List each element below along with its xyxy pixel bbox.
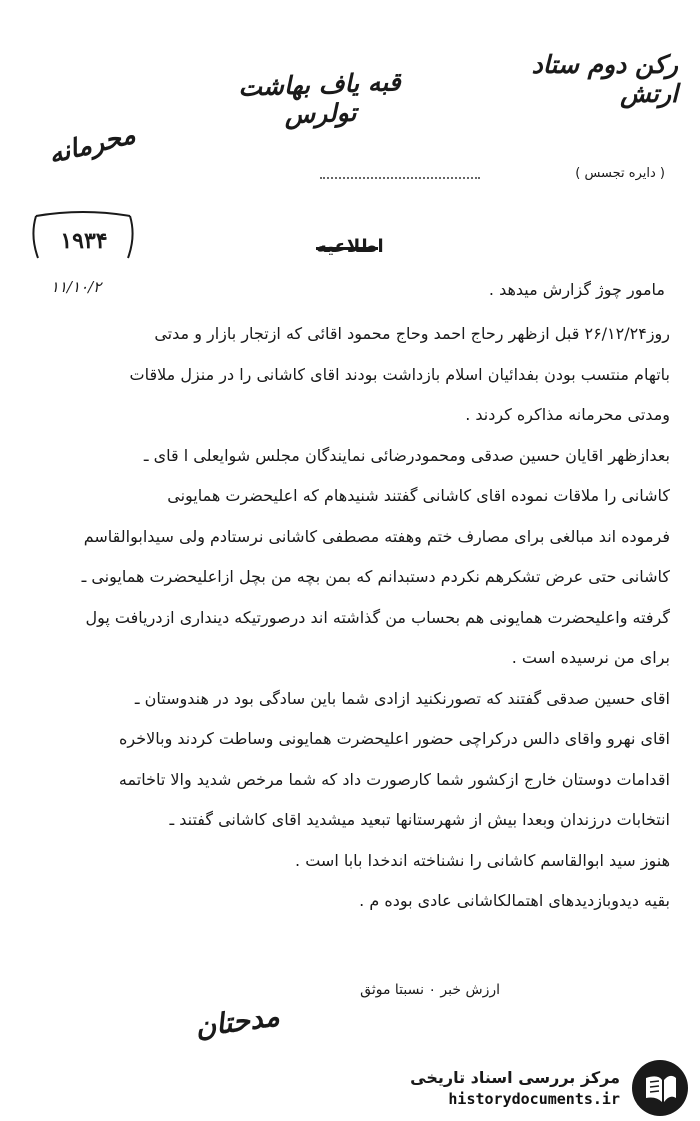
intro-line: مامور چوژ گزارش میدهد . xyxy=(488,280,665,299)
document-title: اطلاعیه xyxy=(316,236,384,257)
body-line: فرموده اند مبالغی برای مصارف ختم وهفته مصطفی کاشانی نرستادم ولی سیدابوالقاسم xyxy=(83,526,670,546)
watermark-name: مرکز بررسی اسناد تاریخی xyxy=(410,1068,620,1087)
body-line: انتخابات درزندان وبعدا بیش از شهرستانها تبعید میشدید اقای کاشانی گفتند ـ xyxy=(169,810,670,829)
body-line: ومدتی محرمانه مذاکره کردند . xyxy=(465,405,670,424)
stamp-date: ۱۱/۱۰/۲ xyxy=(50,278,102,296)
signature: مدحتان xyxy=(193,999,282,1044)
margin-note-handwritten: محرمانه xyxy=(45,119,139,171)
org-header-handwritten: رکن دوم ستاد ارتش xyxy=(531,50,678,108)
body-line: هنوز سید ابوالقاسم کاشانی را نشناخته اندخدا بابا است . xyxy=(295,850,670,870)
summary-handwritten: قبه یاف بهاشت تولرس xyxy=(237,67,402,130)
body-line: گرفته واعلیحضرت همایونی هم بحساب من گذاشته اند درصورتیکه دینداری ازدریافت پول xyxy=(85,607,670,627)
body-line: بقیه دیدوبازدیدهای اهتمالکاشانی عادی بوده م . xyxy=(359,891,670,910)
dotted-line xyxy=(320,177,480,179)
watermark xyxy=(300,1068,620,1108)
title-underline xyxy=(316,247,378,250)
stamp-number: ۱۹۳۴ xyxy=(60,228,108,254)
body-line: اقای نهرو واقای دالس درکراچی حضور اعلیحضرت همایونی وساطت کردند وبالاخره xyxy=(119,729,670,748)
source-reliability-note: ارزش خبر ۰ نسبتا موثق xyxy=(360,982,500,998)
watermark-url: historydocuments.ir xyxy=(448,1090,620,1108)
body-line: اقای حسین صدقی گفتند که تصورنکنید ازادی شما باین سادگی بود در هندوستان ـ xyxy=(134,688,670,708)
body-line: باتهام منتسب بودن بفدائیان اسلام بازداشت بودند اقای کاشانی را در منزل ملاقات xyxy=(129,364,670,384)
body-line: برای من نرسیده است . xyxy=(511,648,670,667)
department-label: ( دایره تجسس ) xyxy=(575,166,665,181)
report-body xyxy=(30,314,670,922)
body-line: بعدازظهر اقایان حسین صدقی ومحمودرضائی نمایندگان مجلس شوایعلی ا قای ـ xyxy=(143,445,670,465)
body-line: کاشانی را ملاقات نموده اقای کاشانی گفتند شنیدهام که اعلیحضرت همایونی xyxy=(167,486,670,505)
book-logo-icon xyxy=(630,1058,690,1118)
body-line: کاشانی حتی عرض تشکرهم نکردم دستبدانم که بمن بچه من بچل ازاعلیحضرت همایونی ـ xyxy=(81,567,670,586)
body-line: روز۲۶/۱۲/۲۴ قبل ازظهر رحاج احمد وحاج محمود اقائی که ازتجار بازار و مدتی xyxy=(154,324,670,343)
body-line: اقدامات دوستان خارج ازکشور شما کارصورت داد که شما مرخص شدید والا تاخاتمه xyxy=(118,769,670,789)
